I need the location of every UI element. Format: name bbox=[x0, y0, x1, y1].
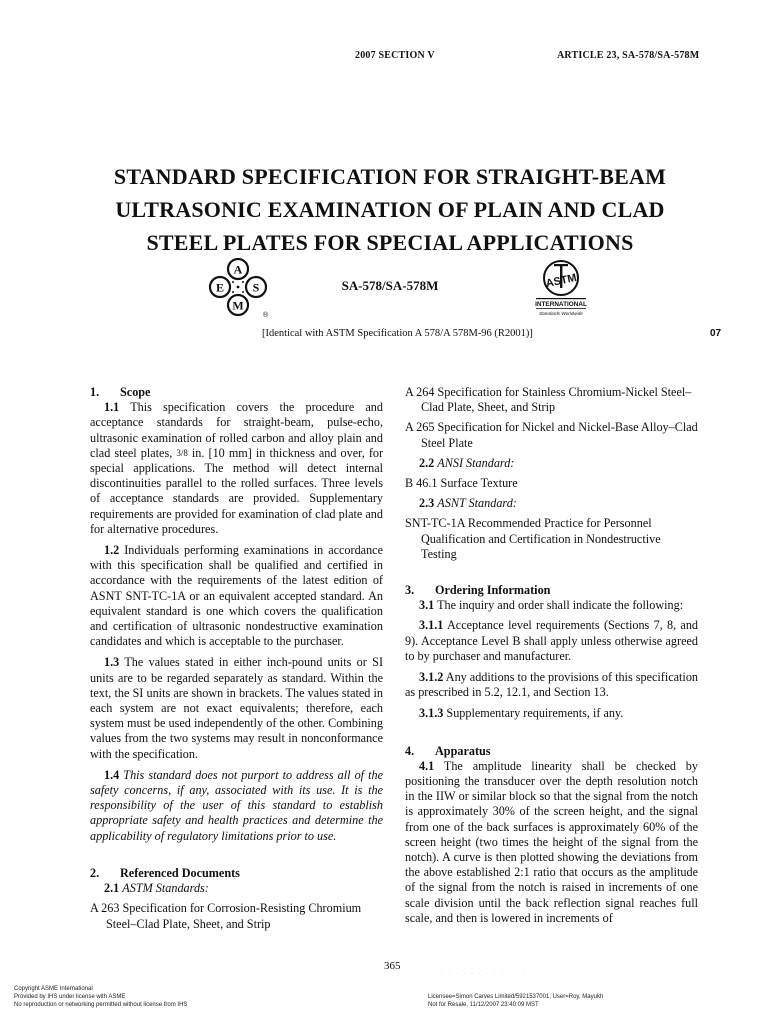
footer-line: Provided by IHS under license with ASME bbox=[14, 994, 126, 1000]
page-number: 365 bbox=[384, 960, 401, 972]
subsection-3-1: 3.1 The inquiry and order shall indicate the following: bbox=[419, 598, 684, 613]
footer-left bbox=[14, 985, 187, 1009]
subsection-2-1: 2.1 ASTM Standards: bbox=[104, 881, 209, 896]
document-title bbox=[90, 160, 690, 259]
reference-b461: B 46.1 Surface Texture bbox=[405, 476, 518, 491]
reference-snt: SNT-TC-1A Recommended Practice for Personnel Qualification and Certification in Nondestructive Testing bbox=[405, 516, 661, 561]
section-heading: 2. Referenced Documents bbox=[90, 865, 240, 880]
footer-line: Copyright ASME International bbox=[14, 986, 93, 992]
asme-logo-letter: M bbox=[232, 298, 244, 313]
fraction-three-eighths: 3/8 bbox=[176, 447, 188, 458]
identical-note: [Identical with ASTM Specification A 578/A 578M-96 (R2001)] bbox=[262, 328, 533, 339]
subsection-2-2: 2.2 ANSI Standard: bbox=[419, 455, 515, 470]
footer-line: Not for Resale, 11/12/2007 23:40:09 MST bbox=[428, 1002, 539, 1008]
reference-a264: A 264 Specification for Stainless Chromium-Nickel Steel–Clad Plate, Sheet, and Strip bbox=[405, 385, 692, 415]
asme-logo-letter: S bbox=[252, 280, 260, 295]
paragraph-1-4: 1.4 This standard does not purport to address all of the safety concerns, if any, associated with its use. It is the responsibility of the user of this standard to establish appropriate safety and health practices and determine the applicability of regulatory limitations prior to use. bbox=[90, 767, 384, 843]
faint-watermark-text: · · · · · · · · · · · · · · bbox=[426, 971, 528, 977]
footer-line: No reproduction or networking permitted without license from IHS bbox=[14, 1002, 188, 1008]
title-line: STEEL PLATES FOR SPECIAL APPLICATIONS bbox=[146, 230, 634, 255]
footer-right bbox=[428, 993, 603, 1009]
subsection-3-1-2: 3.1.2 Any additions to the provisions of this specification as prescribed in 5.2, 12.1, and Section 13. bbox=[405, 670, 699, 700]
running-header-right: ARTICLE 23, SA-578/SA-578M bbox=[557, 50, 700, 61]
footer-line: Licensee=Simon Carves Limited/5921537001, User=Roy, Mayukh bbox=[428, 994, 604, 1000]
astm-logo-word: ASTM bbox=[544, 271, 578, 291]
section-heading: 3. Ordering Information bbox=[405, 583, 551, 598]
paragraph-1-1: 1.1 This specification covers the procedure and acceptance standards for straight-beam, pulse-echo, ultrasonic examination of rolled carbon and alloy plain and clad steel plates, 3/8 in. [10 mm] in thickness and over, for special applications. The method will detect internal discontinuities parallel to the rolled surfaces. Three levels of acceptance standards are provided. Supplementary requirements are provided for examination of clad plate and for alternative procedures. bbox=[90, 400, 384, 536]
registered-mark: ® bbox=[263, 312, 269, 318]
right-column bbox=[405, 385, 698, 932]
asme-logo-letter: E bbox=[215, 280, 225, 295]
title-line: STANDARD SPECIFICATION FOR STRAIGHT-BEAM bbox=[113, 164, 667, 189]
asme-logo-letter: A bbox=[233, 262, 243, 277]
section-heading: 4. Apparatus bbox=[405, 743, 491, 758]
subsection-3-1-3: 3.1.3 Supplementary requirements, if any. bbox=[419, 706, 624, 721]
astm-logo bbox=[532, 258, 590, 318]
title-line: ULTRASONIC EXAMINATION OF PLAIN AND CLAD bbox=[115, 197, 665, 222]
section-heading: 1. Scope bbox=[90, 385, 151, 399]
subsection-4-1: 4.1 The amplitude linearity shall be checked by positioning the transducer over the depth resolution notch in the IIW or similar block so that the signal from the notch is approximately 30% of the screen height, and the signal from one of the back surfaces is approximately 60% of the screen height (two times the height of the signal from the notch). A curve is then plotted showing the deviations from the above established 2:1 ratio that occurs as the amplitude of the signal from the notch is raised in increments of one scale division until the back reflection signal reaches full scale, and then is lowered in increments of bbox=[405, 758, 698, 925]
subsection-2-3: 2.3 ASNT Standard: bbox=[419, 496, 517, 511]
reference-a265: A 265 Specification for Nickel and Nickel-Base Alloy–Clad Steel Plate bbox=[405, 420, 698, 450]
revision-margin-mark: 07 bbox=[710, 328, 722, 339]
astm-logo-tagline: Standards Worldwide bbox=[539, 311, 583, 316]
astm-logo-sub: INTERNATIONAL bbox=[535, 301, 587, 308]
asme-logo bbox=[207, 256, 269, 318]
reference-a263: A 263 Specification for Corrosion-Resisting Chromium Steel–Clad Plate, Sheet, and Strip bbox=[90, 901, 362, 931]
paragraph-1-3: 1.3 The values stated in either inch-pound units or SI units are to be regarded separately as standard. Within the text, the SI units are shown in brackets. The values stated in each system are not exact equivalents; therefore, each system must be used independently of the other. Combining values from the two systems may result in nonconformance with the specification. bbox=[90, 655, 384, 761]
paragraph-1-2: 1.2 Individuals performing examinations in accordance with this specification shall be qualified and certified in accordance with the requirements of the latest edition of ASNT SNT-TC-1A or an equivalent accepted standard. An equivalent standard is one which covers the qualification and certification of ultrasonic nondestructive examination candidates and which is acceptable to the purchaser. bbox=[90, 543, 383, 649]
running-header-left: 2007 SECTION V bbox=[355, 50, 435, 61]
subsection-3-1-1: 3.1.1 Acceptance level requirements (Sections 7, 8, and 9). Acceptance Level B shall apply unless otherwise agreed to by purchaser and manufacturer. bbox=[405, 618, 699, 663]
designation: SA-578/SA-578M bbox=[341, 278, 439, 293]
left-column bbox=[90, 385, 383, 937]
